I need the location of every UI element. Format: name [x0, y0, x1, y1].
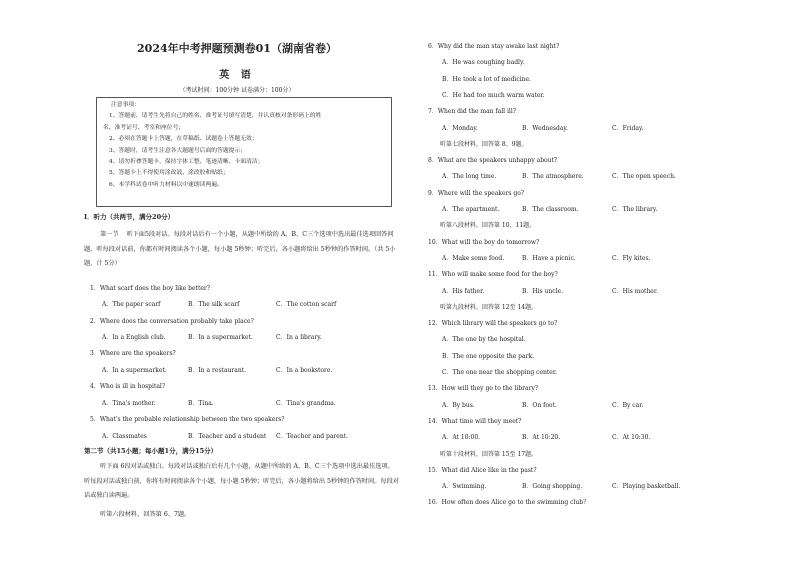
option-c: C．Playing basketball. [612, 483, 681, 491]
option-b: B．Have a picnic. [522, 254, 576, 262]
option-a: A．Swimming. [442, 483, 487, 491]
question: 2．Where does the conversation probably take place? [90, 318, 254, 325]
option: A．The one by the hospital. [442, 336, 526, 344]
option-a: A．Monday. [442, 124, 478, 132]
page-title: 2024年中考押题预测卷01（湖南省卷） [137, 42, 337, 55]
notice-item: 1、答题前，请考生先将自己的姓名、准考证号填写清楚，并认真核对条形码上的姓 [109, 113, 322, 120]
question: 3．Where are the speakers? [90, 350, 176, 357]
option-b: B．On foot. [522, 401, 557, 409]
section-heading: I．听力（共两节，满分20分） [84, 213, 175, 221]
question: 1．What scarf does the boy like better? [90, 285, 211, 292]
option-a: A．The apartment. [442, 206, 500, 213]
option-b: B．Tina. [188, 400, 214, 407]
option-c: C．In a bookstore. [276, 367, 333, 374]
option-a: A．Tina's mother. [102, 400, 156, 407]
option-b: B．Going shopping. [522, 483, 583, 491]
question: 15．What did Alice like in the past? [428, 466, 537, 474]
option-b: B．Wednesday. [522, 124, 568, 132]
option-c: C．Friday. [612, 124, 644, 132]
question: 12．Which library will the speakers go to? [428, 320, 558, 328]
question: 6．Why did the man stay awake last night? [428, 43, 560, 50]
option-c: C．Fly kites. [612, 254, 651, 262]
option-b: B．At 10:20. [522, 434, 561, 442]
option-b: B．His uncle. [522, 287, 564, 295]
question: 4．Who is ill in hospital? [90, 383, 166, 390]
option: C．The one near the shopping center. [442, 369, 557, 376]
notice-item: 5、答题卡上不得使用涂改液、涂改胶和贴纸； [109, 170, 229, 177]
option-a: A．The long time. [442, 173, 497, 181]
notice-item: 6、本学科试卷中听力材料以中速朗读两遍。 [109, 181, 223, 188]
option-c: C．His mother. [612, 287, 658, 295]
option-c: C．Tina's grandma. [276, 400, 336, 407]
option-a: A．Classmates [102, 433, 147, 440]
question: 9．Where will the speakers go? [428, 189, 525, 197]
option-a: A．In a English club. [102, 334, 166, 341]
notice-item: 4、请勿折叠答题卡，保持字体工整、笔迹清晰、卡面清洁； [109, 159, 264, 166]
option-b: B．The classroom. [522, 206, 579, 213]
question: 7．When did the man fall ill? [428, 108, 516, 116]
question: 10．What will the boy do tomorrow? [428, 238, 540, 246]
option-c: C．In a library. [276, 334, 322, 341]
question: 11．Who will make some food for the boy? [428, 271, 558, 279]
section-note: 听第八段材料，回答第 10、11题。 [440, 222, 536, 230]
option-c: C．The library. [612, 206, 658, 213]
section-note: 听第七段材料，回答第 8、9题。 [440, 140, 528, 148]
option-a: A．The paper scarf [102, 301, 161, 308]
notice-item: 名、准考证号、考室和座位号； [103, 124, 185, 131]
option-b: B．The atmosphere. [522, 173, 584, 181]
option-b: B．In a restaurant. [188, 367, 247, 374]
option-b: B．The silk scarf [188, 301, 240, 308]
subject-title: 英 语 [219, 70, 255, 81]
exam-meta: （考试时间：100分钟 试卷满分：100分） [179, 87, 295, 94]
question: 14．What time will they meet? [428, 417, 522, 425]
question: 13．How will they go to the library? [428, 385, 539, 393]
option-b: B．Teacher and a student [188, 433, 267, 440]
part1-label: 第一节 [100, 231, 119, 238]
notice-item: 2、必须在答题卡上答题，在草稿纸、试题卷上答题无效； [109, 136, 258, 143]
section-note: 听第十段材料，回答第 15至 17题。 [440, 450, 538, 458]
option-a: A．Make some food. [442, 254, 505, 262]
option-c: C．Teacher and parent. [276, 433, 349, 440]
option: A．He was coughing badly. [442, 59, 525, 67]
option-a: A．By bus. [442, 401, 475, 409]
question: 16．How often does Alice go to the swimming club？ [428, 499, 590, 507]
notice-item: 3、答题时，请考生注意各大题题号后面的答题提示； [109, 147, 247, 154]
option: C．He had too much warm water. [442, 91, 545, 99]
option-a: A．At 10:00. [442, 434, 481, 442]
option-a: A．His father. [442, 287, 485, 295]
section-note: 听第九段材料，回答第 12至 14题。 [440, 303, 538, 311]
option-c: C．The open speech. [612, 173, 676, 181]
part2-heading: 第二节（共15小题；每小题1分，满分15分） [84, 447, 218, 455]
notice-title: 注意事项： [111, 102, 140, 108]
question: 8．What are the speakers unhappy about? [428, 157, 558, 165]
part2-description: 听下面 6段对话或独白。每段对话或独白后有几个小题，从题中所给的 A、B、C三个选项中选出最佳选项。听每段对话或独白前，你将有时间阅读各个小题，每小题 5秒钟；听完后，各小题将给出 5秒钟的作答时间。每段对话或独白读两遍。 [84, 463, 399, 500]
option-c: C．By car. [612, 401, 644, 409]
part1-description [84, 228, 400, 272]
option-c: C．At 10:30. [612, 434, 651, 442]
option: B．The one opposite the park. [442, 352, 535, 360]
option-c: C．The cotton scarf [276, 301, 337, 308]
option: B．He took a lot of medicine. [442, 75, 531, 83]
part1-text: 听下面5段对话。每段对话后有一个小题，从题中所给的 A、B、C三个选项中选出最佳选项回答问题。听每段对话前，你都有时间阅读各个小题，每小题 5秒钟；听完后，各小题将给出 5秒钟的作答时间。（共 5小题，计 5分） [84, 231, 396, 268]
question: 5．What's the probable relationship between the two speakers? [90, 416, 285, 423]
option-b: B．In a supermarket. [188, 334, 253, 341]
part2-note: 听第六段材料，回答第 6、7题。 [100, 511, 191, 518]
option-a: A．In a supermarket. [102, 367, 167, 374]
notice-box [96, 97, 392, 207]
